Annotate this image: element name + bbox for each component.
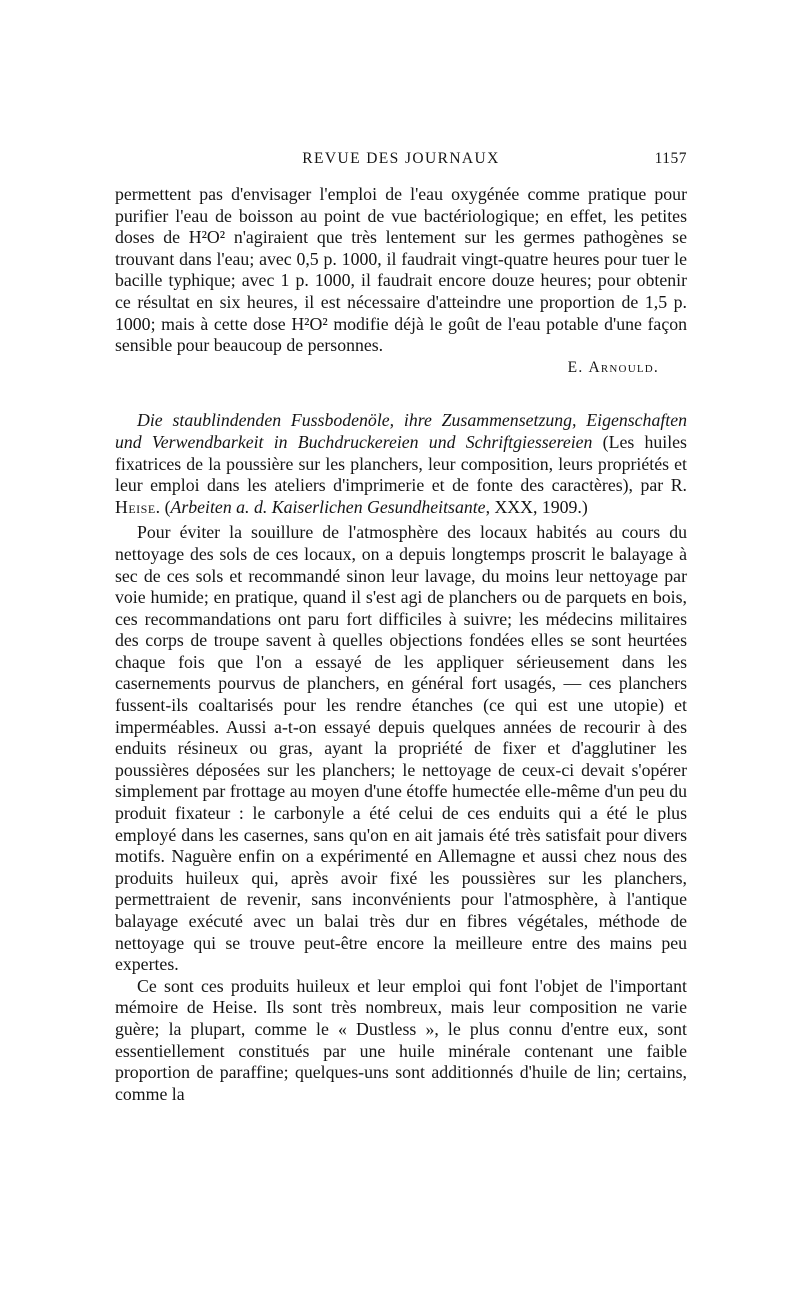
running-head — [115, 150, 687, 176]
running-title: REVUE DES JOURNAUX — [302, 150, 500, 167]
page-text — [115, 184, 687, 1105]
article2-citation — [115, 410, 687, 518]
citation-tail: , XXX, 1909.) — [485, 496, 588, 517]
article1-signature — [115, 357, 687, 379]
article2-paragraph-1: Pour éviter la souillure de l'atmosphère des locaux habités au cours du nettoyage des sols de ces locaux, on a depuis longtemps proscrit le balayage à sec de ces sols et recommandé sinon leur lavage, du moins leur nettoyage par voie humide; en pratique, quand il s'est agi de planchers ou de parquets en bois, ces recommandations ont paru fort difficiles à suivre; les médecins militaires des corps de troupe savent à quelles objections fondées elles se sont heurtées chaque fois que l'on a essayé de les appliquer sérieusement dans les casernements pourvus de planchers, en général fort usagés, — ces planchers fussent-ils coaltarisés pour les rendre étanches (ce qui est une utopie) et imperméables. Aussi a-t-on essayé depuis quelques années de recourir à des enduits résineux ou gras, ayant la propriété de fixer et d'agglutiner les poussières déposées sur les planchers; le nettoyage de ceux-ci devait s'opérer simplement par frottage au moyen d'une étoffe humectée elle-même d'un peu du produit fixateur : le carbonyle a été celui de ces enduits qui a été le plus employé dans les casernes, sans qu'on en ait jamais été très satisfait pour divers motifs. Naguère enfin on a expérimenté en Allemagne et aussi chez nous des produits huileux qui, après avoir fixé les poussières sur les planchers, permettraient de revenir, sans inconvénients pour l'atmosphère, à l'antique balayage exécuté avec un balai très dur en fibres végétales, méthode de nettoyage qui se trouve peut-être encore la meilleure entre des mains peu expertes. — [115, 522, 687, 975]
article1-paragraph: permettent pas d'envisager l'emploi de l'eau oxygénée comme pratique pour purifier l'eau de boisson au point de vue bactériologique; en effet, les petites doses de H²O² n'agiraient que très lentement sur les germes pathogènes se trouvant dans l'eau; avec 0,5 p. 1000, il faudrait vingt-quatre heures pour tuer le bacille typhique; avec 1 p. 1000, il faudrait encore douze heures; pour obtenir ce résultat en six heures, il est nécessaire d'atteindre une proportion de 1,5 p. 1000; mais à cette dose H²O² modifie déjà le goût de l'eau potable d'une façon sensible pour beaucoup de personnes. — [115, 184, 687, 356]
citation-translation: (Les huiles fixatrices de la poussière sur les planchers, leur composition, leurs propriétés et leur emploi dans les ateliers d'imprimerie et de fonte des caractères), par R. — [115, 431, 687, 496]
signature-initial: E. — [567, 358, 589, 376]
journal-page — [115, 150, 687, 1105]
citation-journal: Arbeiten a. d. Kaiserlichen Gesundheitsante — [170, 496, 486, 517]
article2-paragraph-2: Ce sont ces produits huileux et leur emploi qui font l'objet de l'important mémoire de Heise. Ils sont très nombreux, mais leur composition ne varie guère; la plupart, comme le « Dustless », le plus connu d'entre eux, sont essentiellement constitués par une huile minérale contenant une faible proportion de paraffine; quelques-uns sont additionnés d'huile de lin; certains, comme la — [115, 975, 687, 1104]
page-number: 1157 — [654, 150, 687, 167]
citation-separator: . ( — [155, 496, 171, 517]
citation-title: Die staublindenden Fussbodenöle, ihre Zusammensetzung, Eigenschaften und Verwendbarkeit in Buchdruckereien und Schriftgiessereien — [115, 410, 687, 452]
citation-author: Heise — [115, 496, 156, 517]
signature-name: Arnould. — [588, 358, 659, 376]
